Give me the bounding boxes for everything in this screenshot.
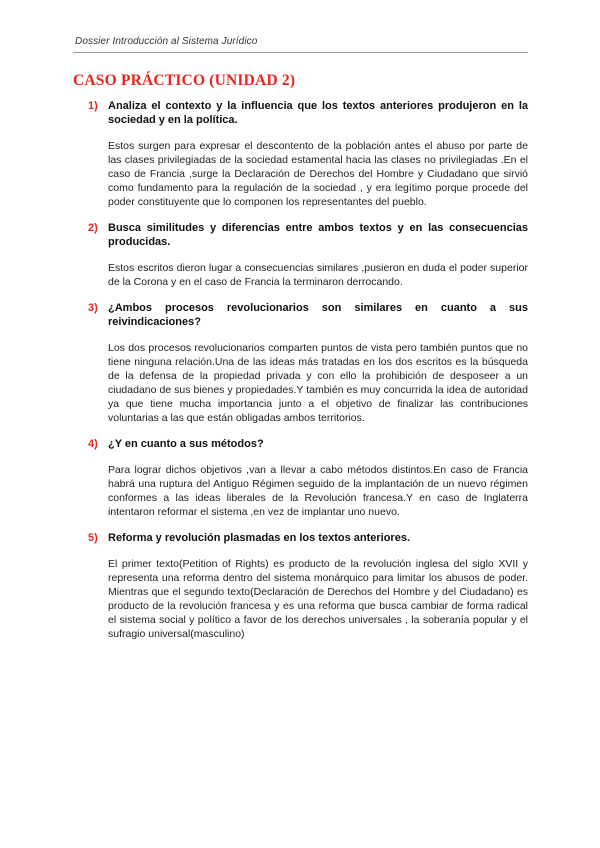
question-number: 1) (88, 100, 98, 112)
question-text: ¿Ambos procesos revolucionarios son similares en cuanto a sus reivindicaciones? (108, 302, 528, 328)
header-divider (73, 52, 528, 53)
page-title: CASO PRÁCTICO (UNIDAD 2) (73, 72, 296, 89)
answer-text: Estos escritos dieron lugar a consecuencias similares ,pusieron en duda el poder superior de la Corona y en el caso de Francia la terminaron derrocando. (108, 262, 528, 288)
question-text: Reforma y revolución plasmadas en los textos anteriores. (108, 532, 410, 544)
question-item-4 (88, 437, 528, 519)
question-number: 2) (88, 222, 98, 234)
question-number: 5) (88, 532, 98, 544)
question-text: Analiza el contexto y la influencia que los textos anteriores produjeron en la sociedad y en la política. (108, 100, 528, 126)
answer-text: El primer texto(Petition of Rights) es producto de la revolución inglesa del siglo XVII y representa una reforma dentro del sistema monárquico para limitar los abusos de poder. Mientras que el segundo texto(Declaración de Derechos del Hombre y del Ciudadano) es producto de la revolución francesa y es una reforma que busca cambiar de forma radical el sistema social y político a favor de los derechos universales , la soberanía popular y el sufragio universal(masculino) (108, 558, 528, 640)
question-number: 3) (88, 302, 98, 314)
question-item-2 (88, 221, 528, 289)
answer-text: Para lograr dichos objetivos ,van a llevar a cabo métodos distintos.En caso de Francia habrá una ruptura del Antiguo Régimen seguido de la implantación de un nuevo régimen conformes a las ideas liberales de la Revolución francesa.Y en caso de Inglaterra intentaron reformar el sistema ,en vez de implantar uno nuevo. (108, 464, 528, 518)
question-item-1 (88, 99, 528, 209)
question-text: Busca similitudes y diferencias entre ambos textos y en las consecuencias producidas. (108, 222, 528, 248)
question-text: ¿Y en cuanto a sus métodos? (108, 438, 264, 450)
answer-text: Estos surgen para expresar el descontento de la población antes el abuso por parte de las clases privilegiadas de la sociedad estamental hacia las clases no privilegiadas .En el caso de Francia ,surge la Declaración de Derechos del Hombre y Ciudadano que sirvió como fundamento para la regulación de la sociedad , y era legítimo porque procede del poder constituyente que lo componen los representantes del pueblo. (108, 140, 528, 208)
question-item-3 (88, 301, 528, 425)
question-number: 4) (88, 438, 98, 450)
question-item-5 (88, 531, 528, 641)
answer-text: Los dos procesos revolucionarios comparten puntos de vista pero también puntos que no tiene ninguna relación.Una de las ideas más tratadas en los dos escritos es la búsqueda de la defensa de la propiedad privada y con ello la prohibición de desposeer a un ciudadano de sus bienes y propiedades.Y también es muy concurrida la idea de autoridad ya que tiene mucha importancia junto a el objetivo de finalizar las contribuciones voluntarias a las que están obligadas ambos territorios. (108, 342, 528, 424)
question-list (88, 99, 528, 653)
running-header: Dossier Introducción al Sistema Jurídico (75, 36, 258, 47)
